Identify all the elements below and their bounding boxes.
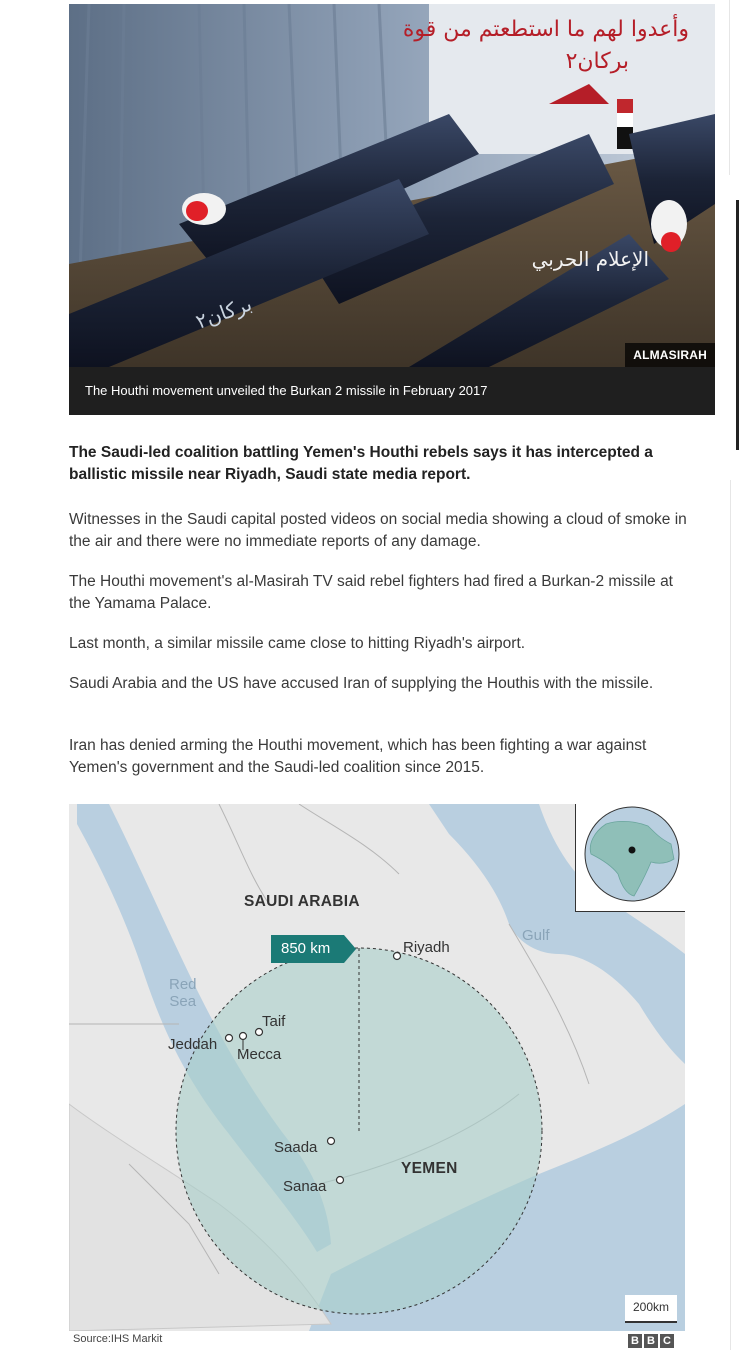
taif-label: Taif — [262, 1013, 286, 1030]
svg-text:الإعلام الحربي: الإعلام الحربي — [531, 247, 649, 271]
article-paragraph: Last month, a similar missile came close to hitting Riyadh's airport. — [69, 635, 526, 652]
bbc-logo-letter: B — [644, 1334, 658, 1348]
riyadh-dot — [394, 953, 401, 960]
saada-dot — [328, 1138, 335, 1145]
red-sea-label-line2: Sea — [169, 993, 197, 1010]
svg-text:بركان٢: بركان٢ — [565, 49, 629, 74]
photo-credit: ALMASIRAH — [625, 343, 715, 367]
article-paragraph: Iran has denied arming the Houthi movement, which has been fighting a war against Yemen's government and the Saudi-led coalition since 2015. — [69, 737, 647, 776]
svg-text:بركان٢: بركان٢ — [192, 291, 255, 334]
missile-photo-image — [69, 4, 715, 367]
side-panel-edge — [736, 200, 739, 450]
sanaa-dot — [337, 1177, 344, 1184]
yemen-label: YEMEN — [401, 1160, 458, 1177]
photo-caption: The Houthi movement unveiled the Burkan 2 missile in February 2017 — [69, 367, 715, 415]
range-map — [69, 804, 685, 1331]
svg-text:وأعدوا لهم ما استطعتم من قوة: وأعدوا لهم ما استطعتم من قوة — [402, 17, 689, 42]
side-panel-edge — [729, 0, 740, 175]
jeddah-label: Jeddah — [168, 1036, 218, 1053]
mecca-dot — [240, 1033, 247, 1040]
gulf-label: Gulf — [522, 927, 550, 944]
jeddah-dot — [226, 1035, 233, 1042]
distance-tag: 850 km — [271, 935, 344, 963]
article-paragraph: Saudi Arabia and the US have accused Iran of supplying the Houthis with the missile. — [69, 675, 654, 692]
sanaa-label: Sanaa — [283, 1178, 327, 1195]
globe-icon — [576, 804, 685, 911]
saada-label: Saada — [274, 1139, 318, 1156]
red-sea-label-line1: Red — [169, 976, 197, 993]
article-paragraph: The Houthi movement's al-Masirah TV said rebel fighters had fired a Burkan-2 missile at the Yamama Palace. — [69, 573, 673, 612]
article-photo — [69, 4, 715, 367]
riyadh-label: Riyadh — [403, 939, 450, 956]
map-source: Source:IHS Markit — [73, 1333, 163, 1345]
red-sea-label — [169, 976, 197, 1010]
side-panel-edge — [730, 480, 740, 1350]
bbc-logo-letter: C — [660, 1334, 674, 1348]
article-lead: The Saudi-led coalition battling Yemen's Houthi rebels says it has intercepted a ballistic missile near Riyadh, Saudi state media report. — [69, 444, 653, 483]
mecca-label: Mecca — [237, 1046, 282, 1063]
saudi-arabia-label: SAUDI ARABIA — [244, 893, 360, 910]
bbc-logo-letter: B — [628, 1334, 642, 1348]
scale-bar: 200km — [625, 1295, 677, 1323]
locator-globe — [575, 804, 685, 912]
article-paragraph: Witnesses in the Saudi capital posted videos on social media showing a cloud of smoke in the air and there were no immediate reports of any damage. — [69, 511, 687, 550]
bbc-logo — [628, 1334, 674, 1348]
